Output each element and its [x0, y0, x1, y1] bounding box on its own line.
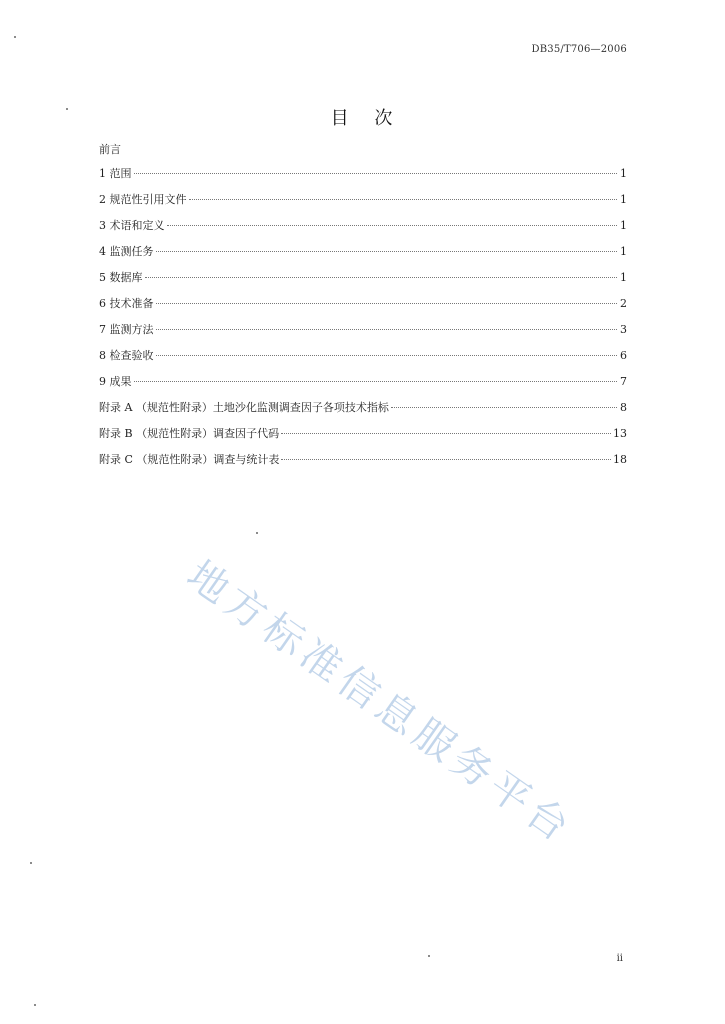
scan-speck [34, 1004, 36, 1006]
dot-leader [134, 173, 618, 174]
toc-entry-page: 1 [620, 245, 627, 258]
toc-entry-label: 2 规范性引用文件 [99, 193, 187, 206]
dot-leader [156, 329, 618, 330]
watermark: 地方标准信息服务平台 [178, 552, 582, 854]
toc-entry-label: 3 术语和定义 [99, 219, 165, 232]
toc-preface[interactable]: 前言 [99, 143, 121, 156]
toc-entry-page: 18 [613, 453, 627, 466]
toc-entry-page: 1 [620, 219, 627, 232]
toc-entry-label: 附录 C （规范性附录）调查与统计表 [99, 453, 280, 466]
toc-entry[interactable] [99, 399, 627, 425]
toc-entry-label: 7 监测方法 [99, 323, 154, 336]
toc-entry-label: 4 监测任务 [99, 245, 154, 258]
toc-entry[interactable] [99, 347, 627, 373]
toc-entry-label: 附录 A （规范性附录）土地沙化监测调查因子各项技术指标 [99, 401, 389, 414]
dot-leader [281, 459, 611, 460]
toc-entry-page: 3 [620, 323, 627, 336]
toc-entry[interactable] [99, 243, 627, 269]
toc-entry[interactable] [99, 373, 627, 399]
toc-list [99, 165, 627, 477]
dot-leader [134, 381, 618, 382]
dot-leader [156, 355, 618, 356]
toc-entry-page: 6 [620, 349, 627, 362]
toc-entry-label: 8 检查验收 [99, 349, 154, 362]
toc-entry-page: 1 [620, 167, 627, 180]
scan-speck [30, 862, 32, 864]
toc-entry-page: 1 [620, 193, 627, 206]
dot-leader [145, 277, 618, 278]
page-number: ii [616, 953, 623, 964]
toc-entry-page: 7 [620, 375, 627, 388]
toc-entry-label: 9 成果 [99, 375, 132, 388]
scan-speck [428, 955, 430, 957]
toc-entry-label: 6 技术准备 [99, 297, 154, 310]
toc-entry-label: 5 数据库 [99, 271, 143, 284]
toc-entry-page: 13 [613, 427, 627, 440]
toc-entry[interactable] [99, 321, 627, 347]
scan-speck [66, 108, 68, 110]
toc-entry[interactable] [99, 269, 627, 295]
dot-leader [281, 433, 611, 434]
scan-speck [256, 532, 258, 534]
toc-entry-page: 1 [620, 271, 627, 284]
page-title: 目 次 [330, 108, 403, 129]
dot-leader [156, 303, 618, 304]
scan-speck [14, 36, 16, 38]
dot-leader [167, 225, 618, 226]
toc-entry[interactable] [99, 217, 627, 243]
toc-entry[interactable] [99, 165, 627, 191]
toc-entry[interactable] [99, 191, 627, 217]
toc-entry[interactable] [99, 451, 627, 477]
dot-leader [391, 407, 617, 408]
toc-entry-page: 8 [620, 401, 627, 414]
dot-leader [189, 199, 618, 200]
toc-entry[interactable] [99, 425, 627, 451]
toc-entry[interactable] [99, 295, 627, 321]
document-id: DB35/T706—2006 [531, 44, 627, 55]
dot-leader [156, 251, 618, 252]
toc-entry-label: 附录 B （规范性附录）调查因子代码 [99, 427, 280, 440]
toc-entry-page: 2 [620, 297, 627, 310]
toc-entry-label: 1 范围 [99, 167, 132, 180]
